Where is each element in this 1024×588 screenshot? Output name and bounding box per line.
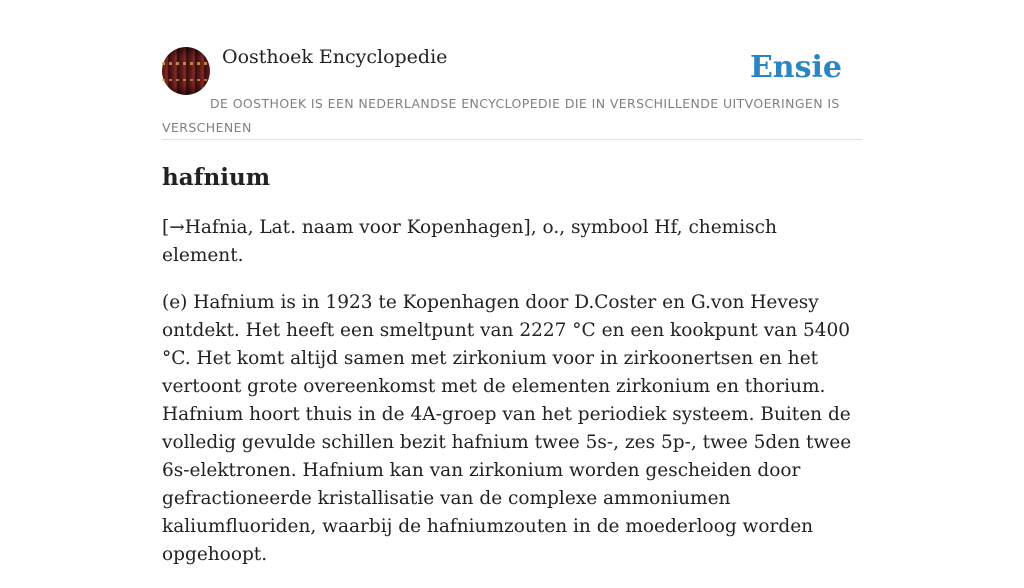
article-paragraph-etymology: [→Hafnia, Lat. naam voor Kopenhagen], o., symbool Hf, chemisch element. [162,217,777,266]
encyclopedia-avatar[interactable] [162,47,210,95]
article [162,162,862,588]
brand-logo[interactable]: Ensie [749,50,842,85]
site-tagline: DE OOSTHOEK IS EEN NEDERLANDSE ENCYCLOPEDIE DIE IN VERSCHILLENDE UITVOERINGEN IS VERSCHENEN [162,96,840,135]
article-paragraph-body: (e) Hafnium is in 1923 te Kopenhagen door D.Coster en G.von Hevesy ontdekt. Het heeft een smeltpunt van 2227 °C en een kookpunt van 5400 °C. Het komt altijd samen met zirkonium voor in zirkoonertsen en het vertoont grote overeenkomst met de elementen zirkonium en thorium. Hafnium hoort thuis in de 4A-groep van het periodiek systeem. Buiten de volledig gevulde schillen bezit hafnium twee 5s-, zes 5p-, twee 5den twee 6s-elektronen. Hafnium kan van zirkonium worden gescheiden door gefractioneerde kristallisatie van de complexe ammoniumen kaliumfluoriden, waarbij de hafniumzouten in de moederloog worden opgehoopt. [162,292,852,565]
site-header [162,46,862,140]
article-headword: hafnium [162,164,271,191]
site-title[interactable]: Oosthoek Encyclopedie [222,46,448,68]
